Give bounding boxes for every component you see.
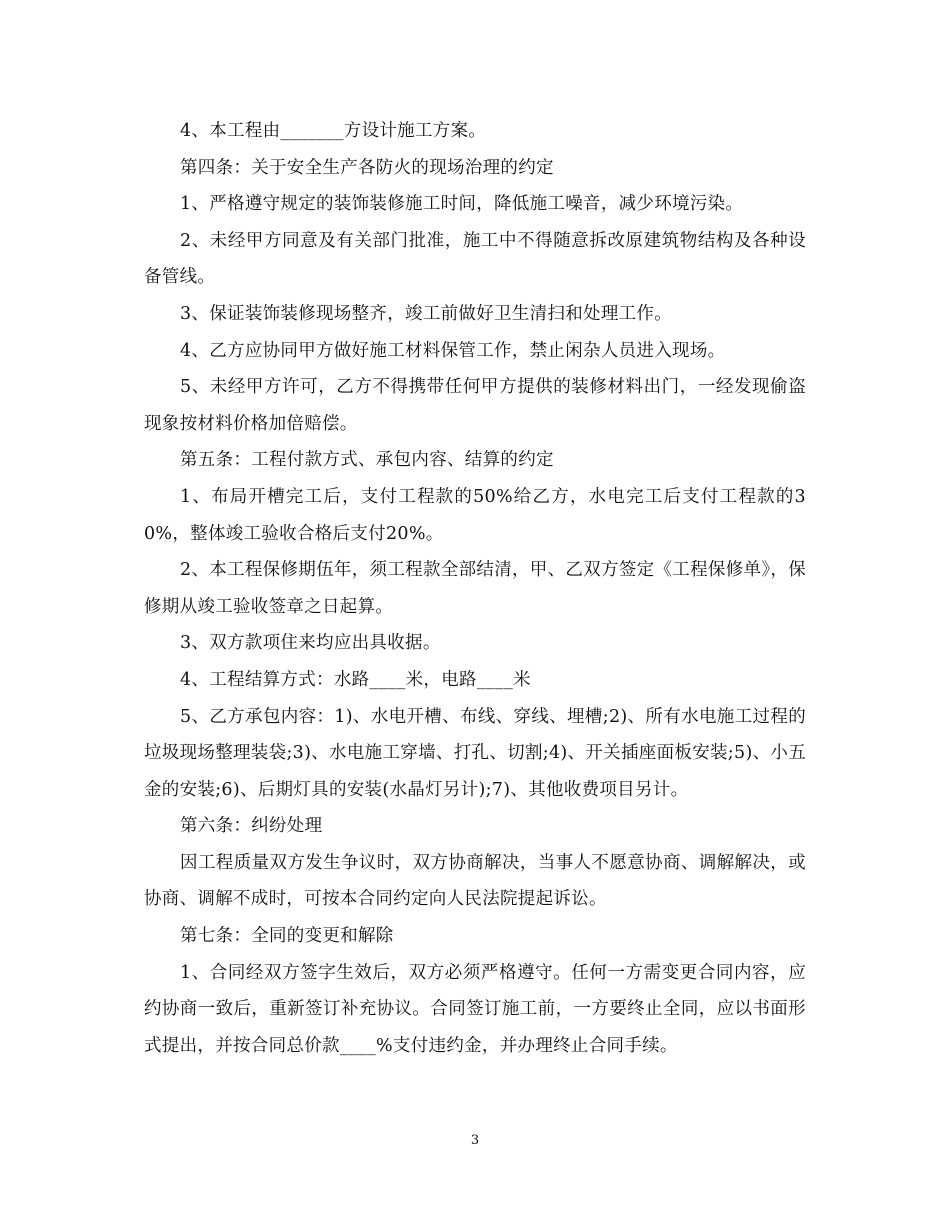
clause-item-1-hours: 1、严格遵守规定的装饰装修施工时间，降低施工噪音，减少环境污染。 <box>180 194 744 215</box>
clause-item-3-cleanup: 3、保证装饰装修现场整齐，竣工前做好卫生清扫和处理工作。 <box>180 303 673 324</box>
clause-item-3-receipts: 3、双方款项住来均应出具收据。 <box>180 633 441 654</box>
clause-item-2-structure: 2、未经甲方同意及有关部门批准，施工中不得随意拆改原建筑物结构及各种设备管线。 <box>144 230 806 288</box>
clause-item-2-warranty: 2、本工程保修期伍年，须工程款全部结清，甲、乙双方签定《工程保修单》，保修期从竣工验收签章之日起算。 <box>144 560 806 617</box>
section-heading-article-7: 第七条：全同的变更和解除 <box>180 926 394 947</box>
clause-item-1-amendment: 1、合同经双方签字生效后，双方必须严格遵守。任何一方需变更合同内容，应约协商一致后，重新签订补充协议。合同签订施工前，一方要终止全同，应以书面形式提出，并按合同总价款____%支付违约金，并办理终止合同手续。 <box>144 962 806 1056</box>
page-number: 3 <box>470 1133 480 1148</box>
clause-item-4-design: 4、本工程由_______方设计施工方案。 <box>180 121 487 141</box>
document-body <box>144 113 806 1064</box>
clause-item-4-settlement: 4、工程结算方式：水路____米，电路____米 <box>180 669 531 690</box>
clause-item-5-theft: 5、未经甲方许可，乙方不得携带任何甲方提供的装修材料出门，一经发现偷盗现象按材料价格加倍赔偿。 <box>144 377 806 434</box>
section-heading-article-4: 第四条：关于安全生产各防火的现场治理的约定 <box>180 157 554 178</box>
clause-dispute: 因工程质量双方发生争议时，双方协商解决，当事人不愿意协商、调解解决，或协商、调解不成时，可按本合同约定向人民法院提起诉讼。 <box>144 852 806 910</box>
clause-item-5-scope: 5、乙方承包内容：1)、水电开槽、布线、穿线、埋槽;2)、所有水电施工过程的垃圾现场整理装袋;3)、水电施工穿墙、打孔、切割;4)、开关插座面板安装;5)、小五金的安装;6)、后期灯具的安装(水晶灯另计);7)、其他收费项目另计。 <box>144 706 806 800</box>
clause-item-4-materials: 4、乙方应协同甲方做好施工材料保管工作，禁止闲杂人员进入现场。 <box>180 340 726 361</box>
clause-item-1-payment: 1、布局开槽完工后，支付工程款的50%给乙方，水电完工后支付工程款的30%，整体竣工验收合格后支付20%。 <box>144 486 806 544</box>
section-heading-article-6: 第六条：纠纷处理 <box>180 816 323 837</box>
section-heading-article-5: 第五条：工程付款方式、承包内容、结算的约定 <box>180 450 554 471</box>
